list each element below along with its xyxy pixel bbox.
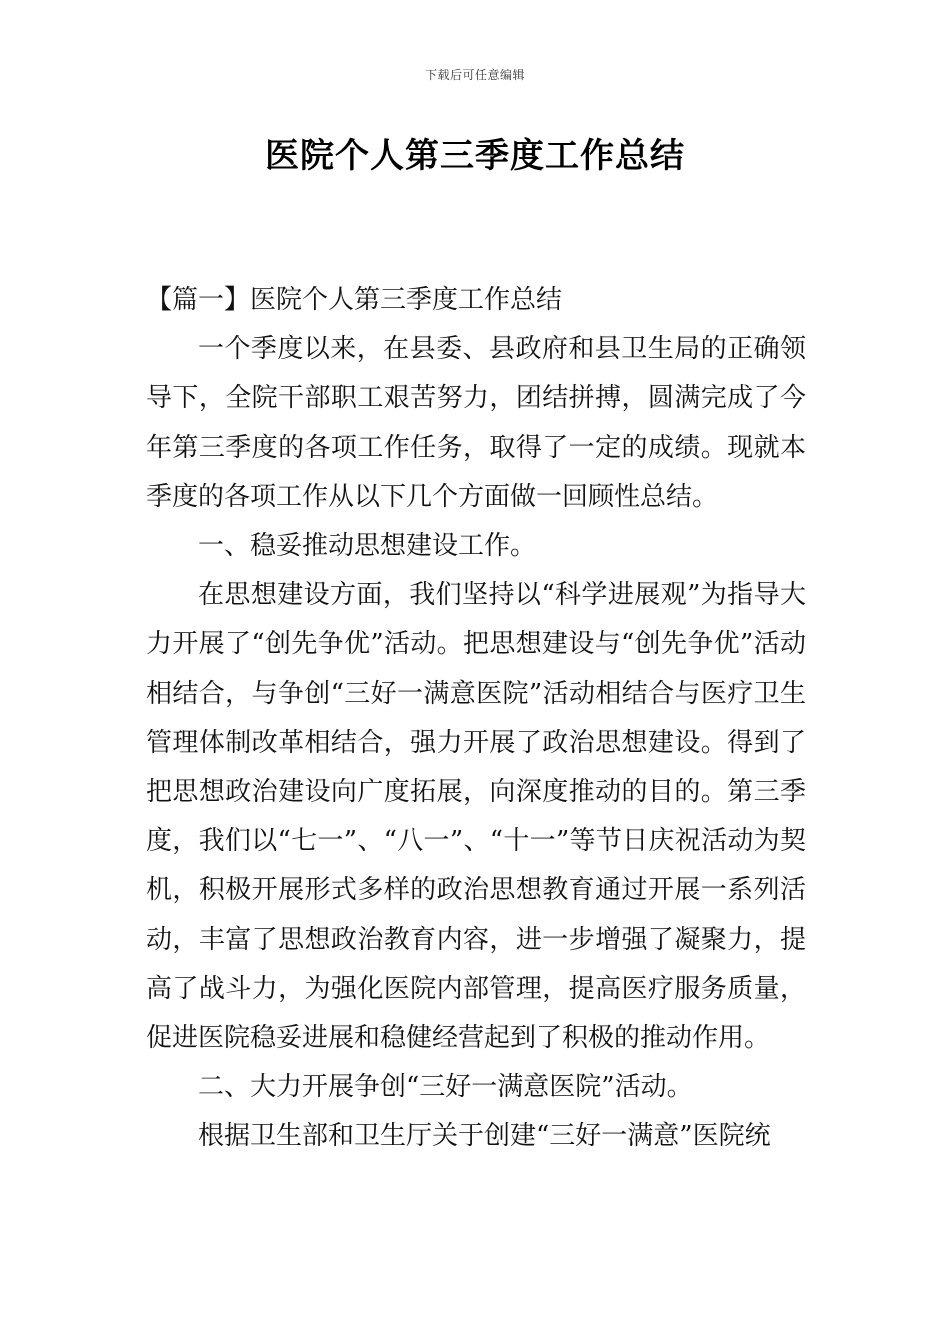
header-note: 下载后可任意编辑 <box>424 68 525 82</box>
document-title: 医院个人第三季度工作总结 <box>265 136 685 176</box>
subheading-two: 二、大力开展争创“三好一满意医院”活动。 <box>198 1072 693 1103</box>
paragraph-intro: 一个季度以来，在县委、县政府和县卫生局的正确领导下，全院干部职工艰苦努力，团结拼搏，圆满完成了今年第三季度的各项工作任务，取得了一定的成绩。现就本季度的各项工作从以下几个方面做一回顾性总结。 <box>146 334 806 512</box>
paragraph-ideology: 在思想建设方面，我们坚持以“科学进展观”为指导大力开展了“创先争优”活动。把思想建设与“创先争优”活动相结合，与争创“三好一满意医院”活动相结合与医疗卫生管理体制改革相结合，强力开展了政治思想建设。得到了把思想政治建设向广度拓展，向深度推动的目的。第三季度，我们以“七一”、“八一”、“十一”等节日庆祝活动为契机，积极开展形式多样的政治思想教育通过开展一系列活动，丰富了思想政治教育内容，进一步增强了凝聚力，提高了战斗力，为强化医院内部管理，提高医疗服务质量，促进医院稳妥进展和稳健经营起到了积极的推动作用。 <box>146 580 806 1054</box>
paragraph-continued: 根据卫生部和卫生厅关于创建“三好一满意”医院统 <box>198 1121 771 1152</box>
section-heading: 【篇一】医院个人第三季度工作总结 <box>146 285 563 315</box>
subheading-one: 一、稳妥推动思想建设工作。 <box>198 531 537 562</box>
document-body <box>146 276 806 1162</box>
